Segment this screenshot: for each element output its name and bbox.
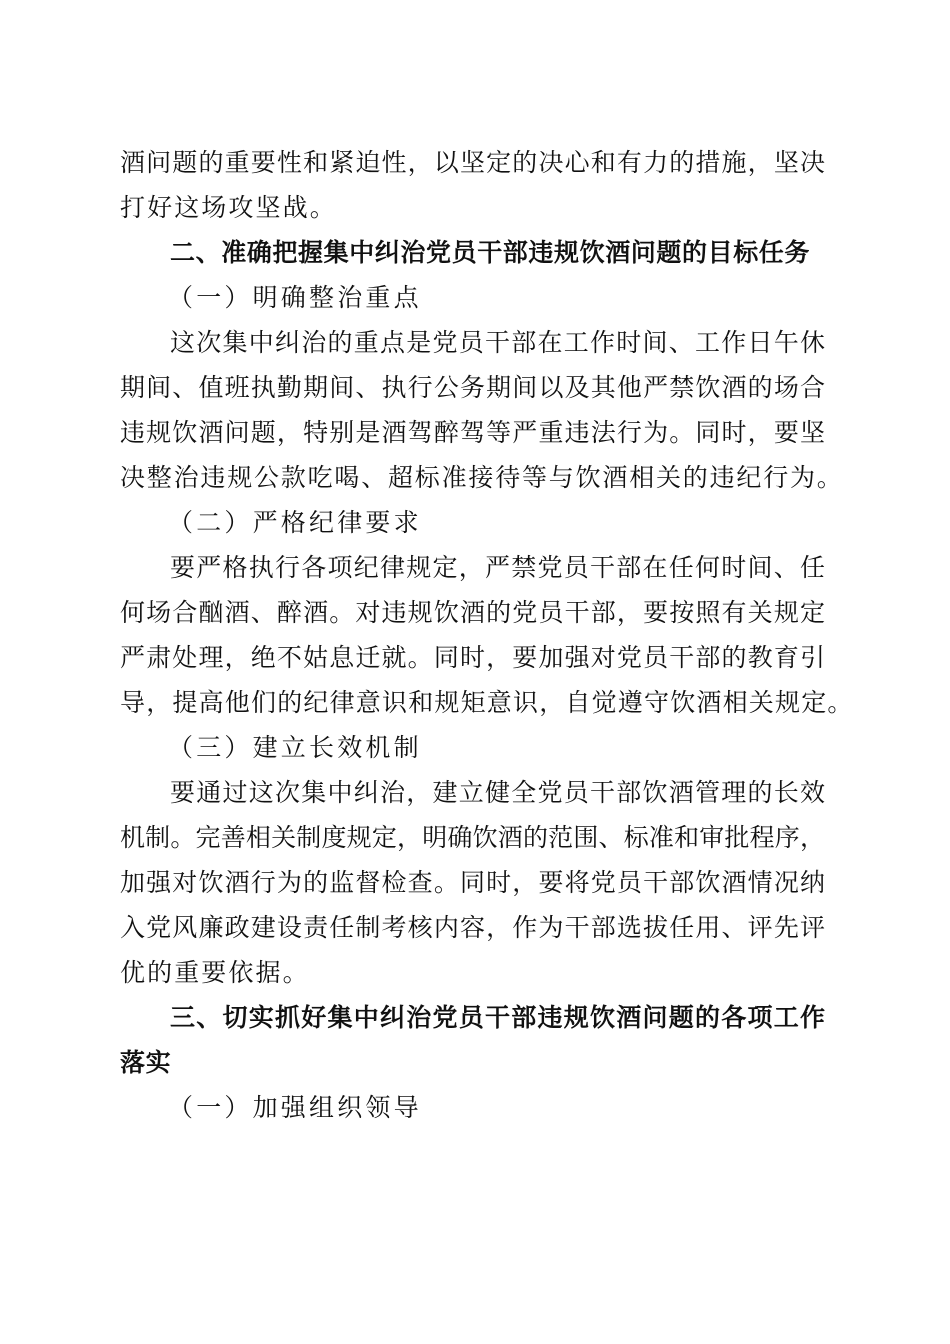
section-heading-3-continuation: 落实 — [120, 1048, 172, 1077]
paragraph-line: 违规饮酒问题，特别是酒驾醉驾等严重违法行为。同时，要坚 — [120, 418, 825, 447]
paragraph-line: 加强对饮酒行为的监督检查。同时，要将党员干部饮酒情况纳 — [120, 868, 825, 897]
paragraph-line: 机制。完善相关制度规定，明确饮酒的范围、标准和审批程序， — [120, 823, 825, 852]
subsection-heading: （一）明确整治重点 — [168, 283, 422, 312]
paragraph-line: 酒问题的重要性和紧迫性，以坚定的决心和有力的措施，坚决 — [120, 148, 825, 177]
subsection-heading: （一）加强组织领导 — [168, 1093, 422, 1122]
section-heading-3: 三、切实抓好集中纠治党员干部违规饮酒问题的各项工作 — [170, 1003, 825, 1032]
paragraph-line: 打好这场攻坚战。 — [120, 193, 337, 222]
paragraph-line: 优的重要依据。 — [120, 958, 310, 987]
paragraph-line: 这次集中纠治的重点是党员干部在工作时间、工作日午休 — [170, 328, 825, 357]
subsection-heading: （二）严格纪律要求 — [168, 508, 422, 537]
paragraph-line: 决整治违规公款吃喝、超标准接待等与饮酒相关的违纪行为。 — [120, 463, 844, 492]
subsection-heading: （三）建立长效机制 — [168, 733, 422, 762]
paragraph-line: 严肃处理，绝不姑息迁就。同时，要加强对党员干部的教育引 — [120, 643, 825, 672]
section-heading-2: 二、准确把握集中纠治党员干部违规饮酒问题的目标任务 — [170, 238, 811, 267]
paragraph-line: 期间、值班执勤期间、执行公务期间以及其他严禁饮酒的场合 — [120, 373, 825, 402]
paragraph-line: 何场合酗酒、醉酒。对违规饮酒的党员干部，要按照有关规定 — [120, 598, 825, 627]
paragraph-line: 要通过这次集中纠治，建立健全党员干部饮酒管理的长效 — [170, 778, 825, 807]
paragraph-line: 入党风廉政建设责任制考核内容，作为干部选拔任用、评先评 — [120, 913, 825, 942]
paragraph-line: 要严格执行各项纪律规定，严禁党员干部在任何时间、任 — [170, 553, 825, 582]
paragraph-line: 导，提高他们的纪律意识和规矩意识，自觉遵守饮酒相关规定。 — [120, 688, 854, 717]
